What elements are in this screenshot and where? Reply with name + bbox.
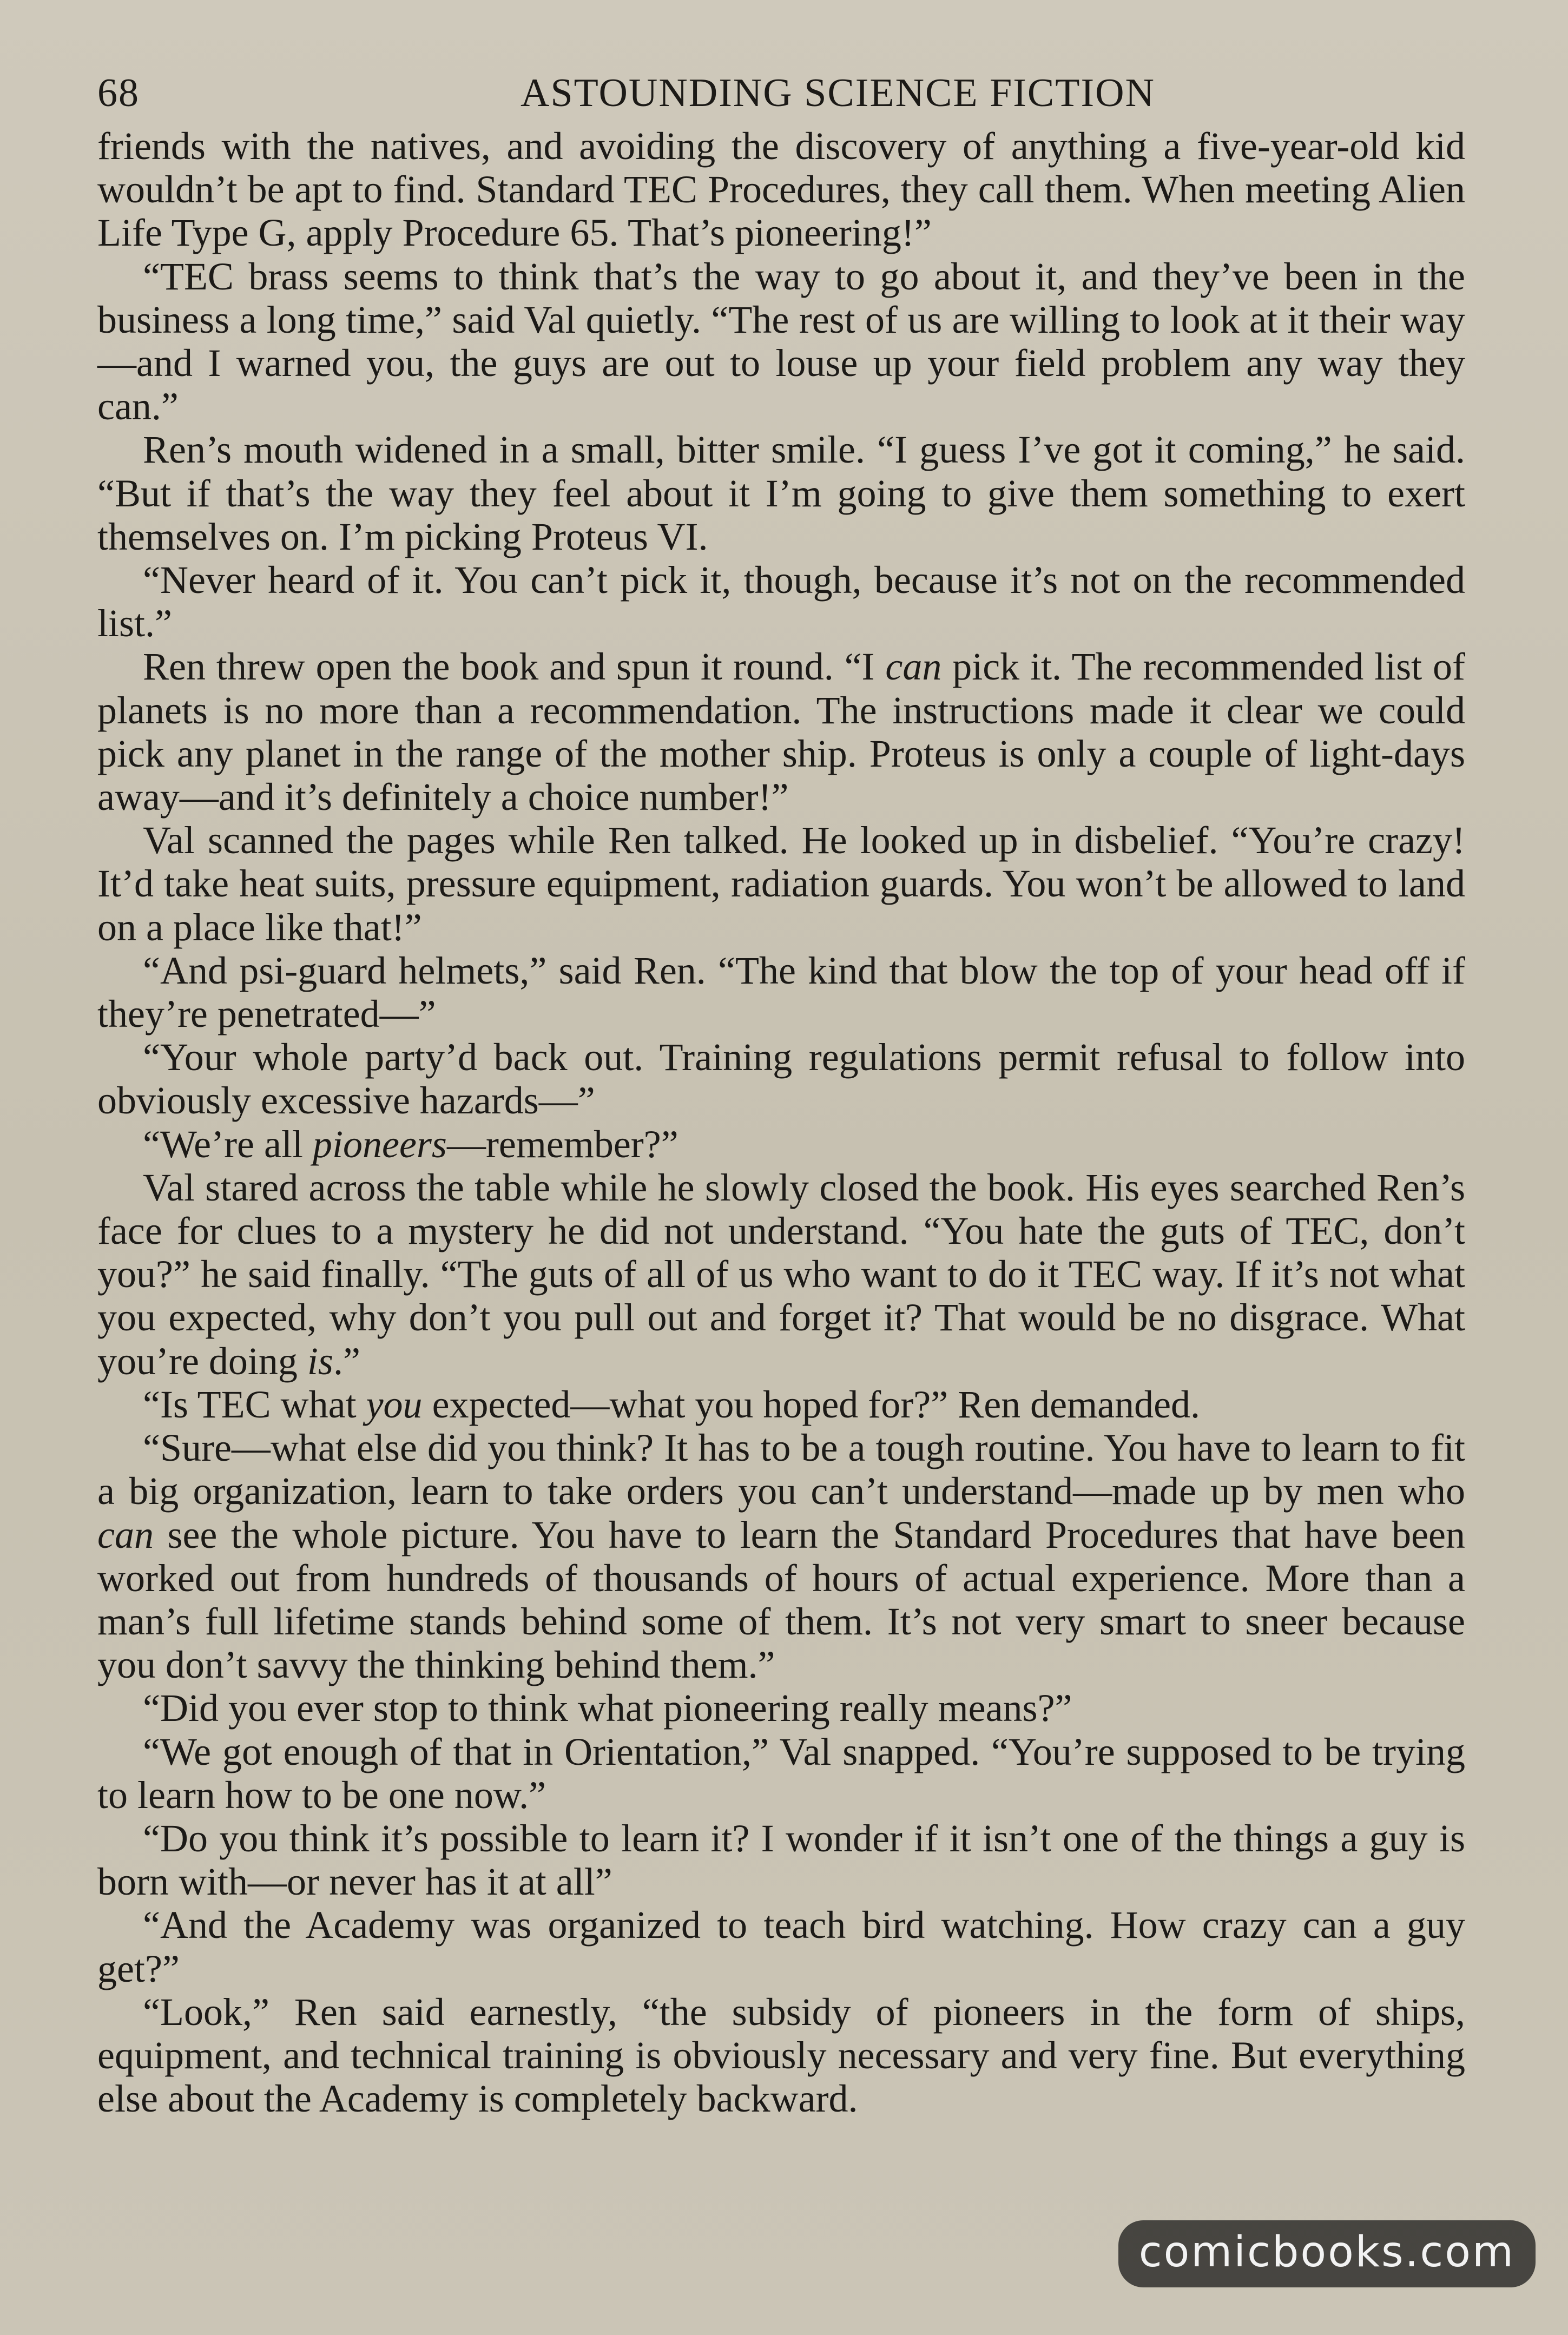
- paragraph-text: .”: [333, 1339, 360, 1383]
- italic-text: can: [885, 645, 942, 689]
- paragraph: [97, 1123, 1465, 1166]
- paragraph: [97, 1730, 1465, 1817]
- paragraph-text: “Your whole party’d back out. Training regulations permit refusal to follow into obviously excessive hazards—”: [97, 1035, 1465, 1123]
- paragraph-text: “Sure—what else did you think? It has to be a tough routine. You have to learn to fit a big organization, learn to take orders you can’t understand—made up by men who: [97, 1426, 1465, 1513]
- paragraph-text: “And psi-guard helmets,” said Ren. “The kind that blow the top of your head off if they’re penetrated—”: [97, 948, 1465, 1036]
- paragraph: [97, 1990, 1465, 2121]
- paragraph-text: Val scanned the pages while Ren talked. He looked up in disbelief. “You’re crazy! It’d take heat suits, pressure equipment, radiation guards. You won’t be allowed to land on a place like that!”: [97, 819, 1465, 949]
- paragraph: [97, 1903, 1465, 1990]
- watermark: comicbooks.com: [1118, 2220, 1536, 2287]
- body-text: [97, 124, 1465, 2120]
- paragraph-text: “And the Academy was organized to teach bird watching. How crazy can a guy get?”: [97, 1903, 1465, 1990]
- paragraph: [97, 1383, 1465, 1426]
- paragraph-text: “Never heard of it. You can’t pick it, though, because it’s not on the recommended list.”: [97, 558, 1465, 645]
- paragraph-text: “Do you think it’s possible to learn it? I wonder if it isn’t one of the things a guy is born with—or never has it at all”: [97, 1816, 1465, 1904]
- italic-text: pioneers: [312, 1122, 447, 1166]
- running-title: ASTOUNDING SCIENCE FICTION: [521, 71, 1155, 115]
- paragraph-text: pick it. The recommended list of planets is no more than a recommendation. The instructions made it clear we could pick any planet in the range of the mother ship. Proteus is only a couple of light-days away—and it’s definitely a choice number!”: [97, 645, 1465, 819]
- paragraph-text: expected—what you hoped for?” Ren demanded.: [422, 1382, 1201, 1426]
- page-number: 68: [97, 71, 140, 115]
- paragraph: [97, 1426, 1465, 1686]
- paragraph: [97, 124, 1465, 255]
- paragraph-text: “Did you ever stop to think what pioneering really means?”: [143, 1686, 1072, 1730]
- paragraph: [97, 1166, 1465, 1383]
- paragraph: [97, 558, 1465, 645]
- italic-text: you: [366, 1382, 423, 1426]
- paragraph-text: “We got enough of that in Orientation,” Val snapped. “You’re supposed to be trying to learn how to be one now.”: [97, 1730, 1465, 1817]
- paragraph: [97, 949, 1465, 1035]
- paragraph-text: “Is TEC what: [143, 1382, 366, 1426]
- paragraph-text: “We’re all: [143, 1122, 313, 1166]
- page-header: [97, 70, 1465, 119]
- paragraph: [97, 1035, 1465, 1122]
- paragraph-text: Ren threw open the book and spun it round. “I: [143, 645, 886, 689]
- paragraph-text: —remember?”: [446, 1122, 678, 1166]
- paragraph: [97, 819, 1465, 949]
- paragraph-text: see the whole picture. You have to learn the Standard Procedures that have been worked out from hundreds of thousands of hours of actual experience. More than a man’s full lifetime stands behind some of them. It’s not very smart to sneer because you don’t savvy the thinking behind them.”: [97, 1513, 1465, 1687]
- paragraph: [97, 645, 1465, 819]
- paragraph: [97, 1686, 1465, 1730]
- paragraph-text: “TEC brass seems to think that’s the way to go about it, and they’ve been in the business a long time,” said Val quietly. “The rest of us are willing to look at it their way—and I warned you, the guys are out to louse up your field problem any way they can.”: [97, 254, 1465, 428]
- paragraph-text: friends with the natives, and avoiding the discovery of anything a five-year-old kid wouldn’t be apt to find. Standard TEC Procedures, they call them. When meeting Alien Life Type G, apply Procedure 65. That’s pioneering!”: [97, 124, 1465, 255]
- paragraph: [97, 255, 1465, 428]
- italic-text: can: [97, 1513, 154, 1556]
- paragraph-text: “Look,” Ren said earnestly, “the subsidy of pioneers in the form of ships, equipment, and technical training is obviously necessary and very fine. But everything else about the Academy is completely backward.: [97, 1990, 1465, 2121]
- italic-text: is: [307, 1339, 333, 1383]
- paragraph: [97, 428, 1465, 558]
- paragraph-text: Val stared across the table while he slowly closed the book. His eyes searched Ren’s face for clues to a mystery he did not understand. “You hate the guts of TEC, don’t you?” he said finally. “The guts of all of us who want to do it TEC way. If it’s not what you expected, why don’t you pull out and forget it? That would be no disgrace. What you’re doing: [97, 1165, 1465, 1383]
- paragraph: [97, 1817, 1465, 1903]
- paragraph-text: Ren’s mouth widened in a small, bitter smile. “I guess I’ve got it coming,” he said. “But if that’s the way they feel about it I’m going to give them something to exert themselves on. I’m picking Proteus VI.: [97, 428, 1465, 558]
